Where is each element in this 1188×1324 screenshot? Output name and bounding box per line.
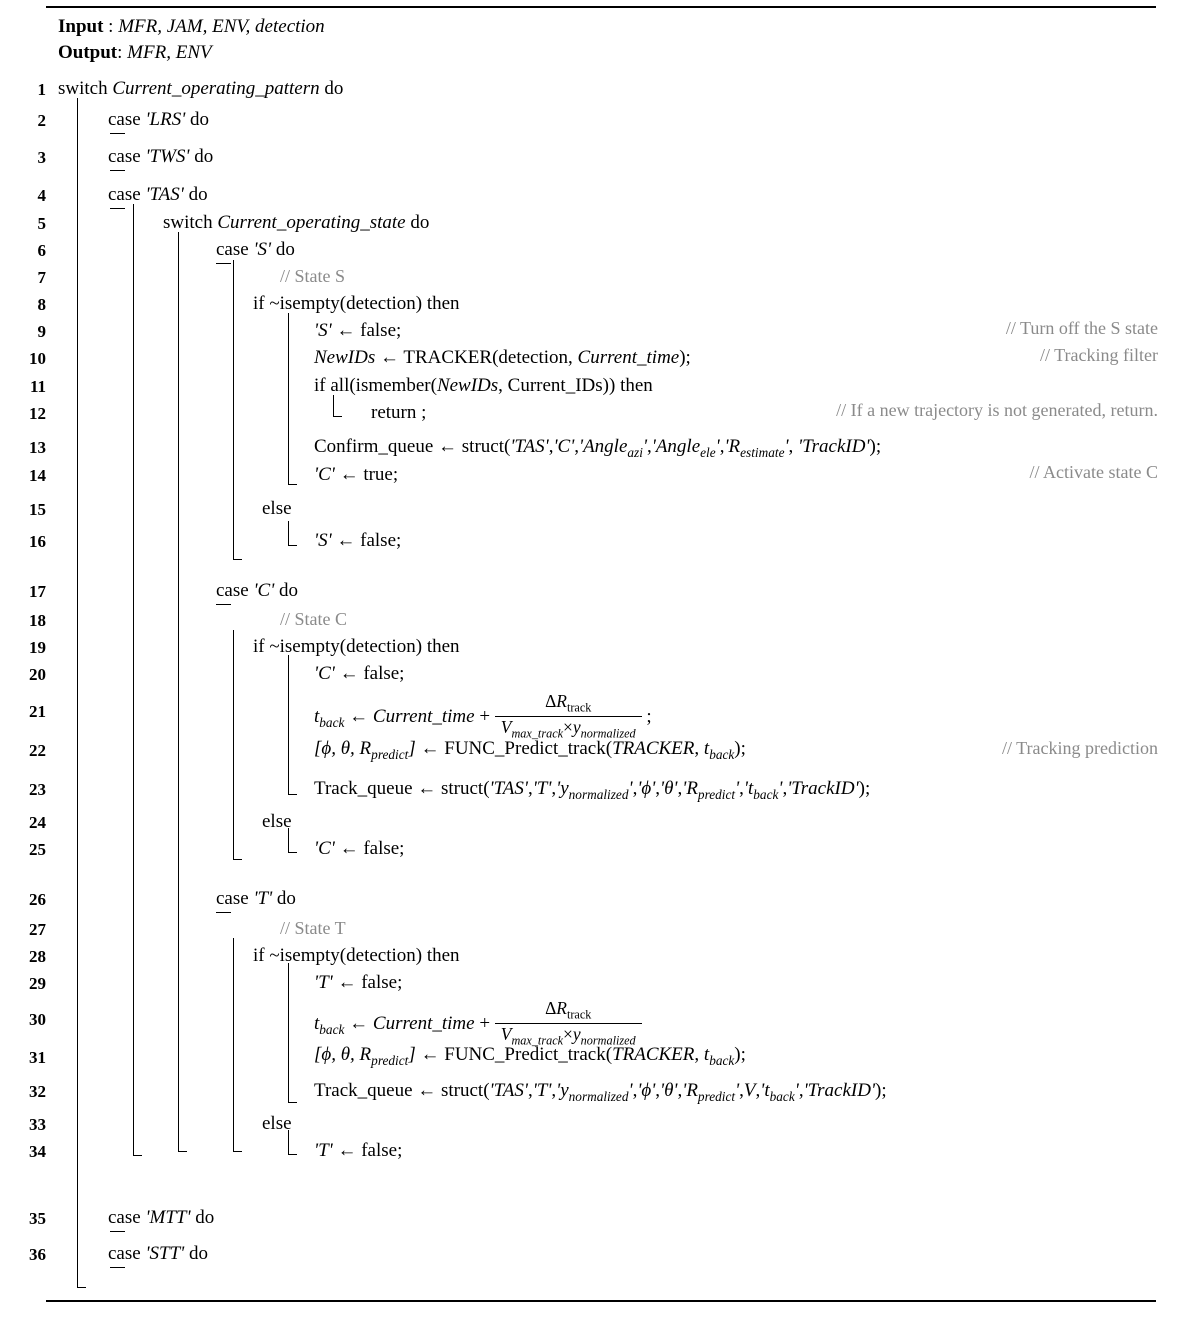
code-line-19: [253, 636, 460, 658]
call-tracker: TRACKER(detection,: [403, 347, 578, 368]
identifier: 'T': [253, 888, 273, 909]
keyword-do: do: [195, 1207, 215, 1228]
assign-arrow: ←: [339, 838, 359, 859]
case-underline: [216, 912, 231, 913]
line-number: 32: [29, 1082, 46, 1101]
literal-false: false;: [363, 663, 405, 684]
line-number: 1: [37, 80, 46, 99]
keyword-then: then: [426, 636, 460, 657]
call-struct: struct(: [441, 1080, 490, 1101]
code-line-13: Confirm_queue ← $struct('TAS','C','Angle_{azi}','Angle_{ele}','R_{estimate}'$, 'TrackID');: [314, 436, 882, 460]
case-underline: [216, 604, 231, 605]
identifier: 'LRS': [145, 109, 186, 130]
assign-arrow: ←: [420, 738, 440, 759]
line-number: 26: [29, 890, 46, 909]
line-number: 14: [29, 466, 46, 485]
literal-false: false;: [360, 320, 402, 341]
identifier: Current_operating_state: [217, 212, 406, 233]
call-predict: FUNC_Predict_track(: [444, 1044, 613, 1065]
indent-bar-if-ismember: [333, 395, 334, 417]
case-underline: [110, 208, 125, 209]
case-underline: [110, 1267, 125, 1268]
call-ismember: all(ismember(: [330, 375, 437, 396]
line-number: 29: [29, 974, 46, 993]
code-line-22: [ϕ, θ, $R_{predict}$] ← FUNC_Predict_track(TRACKER, $t_{back}$);: [314, 738, 746, 762]
identifier: Current_IDs: [507, 375, 603, 396]
keyword-case: case: [108, 1243, 141, 1264]
line-number: 28: [29, 947, 46, 966]
line-number: 35: [29, 1209, 46, 1228]
indent-bar-case-s: [233, 260, 234, 560]
assign-arrow: ←: [337, 972, 357, 993]
identifier: 'STT': [145, 1243, 185, 1264]
literal-false: false;: [361, 972, 403, 993]
line-number: 10: [29, 349, 46, 368]
line-number: 20: [29, 665, 46, 684]
case-underline: [110, 133, 125, 134]
keyword-case: case: [108, 184, 141, 205]
keyword-case: case: [216, 888, 249, 909]
identifier: Current_time: [577, 347, 680, 368]
call-struct: struct(: [461, 436, 511, 457]
line-number: 16: [29, 532, 46, 551]
comment-tracking-filter: // Tracking filter: [1040, 345, 1158, 365]
keyword-if: if: [253, 636, 265, 657]
indent-bar-else-s: [288, 521, 289, 546]
case-underline: [110, 1231, 125, 1232]
indent-bar-if-t: [288, 963, 289, 1103]
code-line-34: 'T' ← false;: [314, 1140, 403, 1161]
code-line-9: [314, 320, 401, 342]
code-line-11: if all(ismember(NewIDs, Current_IDs)) then: [314, 375, 653, 396]
identifier: 'S': [314, 320, 332, 341]
keyword-then: then: [620, 375, 653, 396]
line-number: 3: [37, 148, 46, 167]
line-number: 4: [37, 186, 46, 205]
identifier: 'S': [253, 239, 272, 260]
comment-state-s: // State S: [280, 266, 346, 286]
identifier: NewIDs: [436, 375, 499, 396]
line-number: 22: [29, 741, 46, 760]
identifier: 'S': [314, 530, 332, 551]
call-predict: FUNC_Predict_track(: [444, 738, 613, 759]
code-line-4: [108, 184, 208, 206]
output-sep: :: [117, 42, 123, 63]
line-number: 2: [37, 111, 46, 130]
identifier: 'T': [314, 972, 333, 993]
assign-arrow: ←: [336, 530, 356, 551]
line-number: 11: [29, 377, 46, 396]
keyword-do: do: [188, 1243, 208, 1264]
keyword-do: do: [279, 580, 299, 601]
assign-arrow: ←: [420, 1044, 440, 1065]
line-number: 21: [29, 702, 46, 721]
code-line-20: [314, 663, 404, 685]
assign-arrow: ←: [349, 706, 369, 728]
keyword-if: if: [253, 293, 265, 314]
code-line-1: [58, 78, 343, 100]
input-label: Input: [58, 16, 104, 37]
input-sep: :: [108, 16, 114, 37]
keyword-do: do: [194, 146, 214, 167]
code-line-25: [314, 838, 404, 860]
identifier: NewIDs: [314, 347, 376, 368]
line-number: 27: [29, 920, 46, 939]
case-underline: [110, 170, 125, 171]
output-value: MFR, ENV: [127, 42, 212, 63]
call-isempty: ~isempty(detection): [269, 945, 423, 966]
keyword-do: do: [188, 184, 208, 205]
keyword-case: case: [216, 580, 249, 601]
code-line-26: [216, 888, 296, 910]
line-number: 7: [37, 268, 46, 287]
call-struct: struct(: [441, 778, 490, 799]
identifier: TRACKER: [612, 738, 695, 759]
keyword-case: case: [108, 1207, 141, 1228]
assign-arrow: ←: [349, 1013, 369, 1035]
code-line-17: [216, 580, 298, 602]
code-line-24: else: [262, 811, 292, 832]
keyword-do: do: [190, 109, 210, 130]
code-line-31: [ϕ, θ, $R_{predict}$] ← FUNC_Predict_track(TRACKER, $t_{back}$);: [314, 1044, 746, 1068]
comment-tracking-prediction: // Tracking prediction: [1002, 738, 1158, 758]
indent-bar-if-c: [288, 655, 289, 795]
identifier: Track_queue: [314, 1080, 413, 1101]
keyword-case: case: [108, 109, 141, 130]
identifier: 'TAS': [145, 184, 184, 205]
line-number: 17: [29, 582, 46, 601]
code-line-21: $t_{back}$ ← Current_time + $\frac{\Delta R_{track}}{V_{max\_track}\times y_{normalized}}$ ;: [314, 691, 652, 741]
code-line-36: [108, 1243, 208, 1265]
literal-false: false;: [363, 838, 405, 859]
indent-bar-case-tas: [133, 204, 134, 1156]
code-line-16: [314, 530, 401, 552]
identifier: t: [314, 706, 320, 728]
identifier: TRACKER: [612, 1044, 695, 1065]
code-line-33: else: [262, 1113, 292, 1134]
assign-arrow: ←: [417, 778, 437, 799]
identifier: 'MTT': [145, 1207, 191, 1228]
indent-bar-switch-pattern: [77, 98, 78, 1288]
line-number: 31: [29, 1048, 46, 1067]
assign-arrow: ←: [336, 320, 356, 341]
assign-arrow: ←: [417, 1080, 437, 1101]
code-line-12: return ;: [371, 402, 427, 423]
line-number: 6: [37, 241, 46, 260]
keyword-if: if: [314, 375, 326, 396]
line-number: 33: [29, 1115, 46, 1134]
code-line-3: [108, 146, 213, 168]
line-number: 36: [29, 1245, 46, 1264]
code-line-8: [253, 293, 460, 315]
code-line-6: [216, 239, 295, 261]
call-isempty: ~isempty(detection): [269, 293, 423, 314]
keyword-do: do: [324, 78, 344, 99]
identifier: 'C': [253, 580, 275, 601]
line-number: 23: [29, 780, 46, 799]
code-line-5: [163, 212, 429, 234]
literal-true: true;: [363, 464, 399, 485]
indent-bar-case-c: [233, 630, 234, 860]
code-line-28: [253, 945, 460, 967]
identifier: Current_operating_pattern: [112, 78, 320, 99]
identifier: 'C': [314, 464, 335, 485]
code-line-30: $t_{back}$ ← Current_time + $\frac{\Delta R_{track}}{V_{max\_track}\times y_{normalized}}$: [314, 1000, 642, 1049]
line-number: 8: [37, 295, 46, 314]
code-line-14: [314, 464, 398, 486]
case-underline: [216, 263, 231, 264]
comment-no-new-trajectory: // If a new trajectory is not generated, return.: [836, 400, 1158, 420]
code-line-23: Track_queue ← $struct('TAS','T','y_{normalized}','\phi','\theta','R_{predict}','t_{back}','TrackID')$;: [314, 778, 871, 802]
code-line-10: NewIDs ← TRACKER(detection, Current_time);: [314, 347, 691, 368]
identifier: Current_time: [372, 1013, 475, 1035]
identifier: 'C': [314, 838, 335, 859]
line-number: 25: [29, 840, 46, 859]
code-line-15: else: [262, 498, 292, 519]
comment-state-c: // State C: [280, 609, 347, 629]
line-number: 12: [29, 404, 46, 423]
fraction: $\frac{\Delta R_{track}}{V_{max\_track}\times y_{normalized}}$: [495, 999, 642, 1048]
assign-arrow: ←: [339, 663, 359, 684]
keyword-then: then: [426, 945, 460, 966]
identifier: 'TWS': [145, 146, 190, 167]
literal-false: false;: [360, 530, 402, 551]
line-number: 24: [29, 813, 46, 832]
keyword-do: do: [276, 888, 296, 909]
comment-activate-c: // Activate state C: [1029, 462, 1158, 482]
code-line-32: Track_queue ← $struct('TAS','T','y_{normalized}','\phi','\theta','R_{predict}',V,'t_{back}','TrackID')$;: [314, 1080, 887, 1104]
line-number: 19: [29, 638, 46, 657]
line-number: 30: [29, 1010, 46, 1029]
indent-bar-switch-state: [178, 232, 179, 1152]
comment-turn-off-s: // Turn off the S state: [1005, 318, 1158, 338]
fraction: $\frac{\Delta R_{track}}{V_{max\_track}\times y_{normalized}}$: [495, 692, 642, 741]
identifier: Current_time: [372, 706, 475, 728]
call-isempty: ~isempty(detection): [269, 636, 423, 657]
line-number: 34: [29, 1142, 46, 1161]
keyword-do: do: [410, 212, 430, 233]
assign-arrow: ←: [337, 1140, 357, 1161]
line-number: 15: [29, 500, 46, 519]
keyword-case: case: [216, 239, 249, 260]
input-value: MFR, JAM, ENV, detection: [118, 16, 325, 37]
keyword-do: do: [275, 239, 295, 260]
assign-arrow: ←: [339, 464, 359, 485]
identifier: Confirm_queue: [314, 436, 434, 457]
indent-bar-if-s: [288, 313, 289, 485]
comment-state-t: // State T: [280, 918, 346, 938]
line-number: 9: [37, 322, 46, 341]
identifier: Track_queue: [314, 778, 413, 799]
line-number: 5: [37, 214, 46, 233]
indent-bar-case-t: [233, 938, 234, 1152]
line-number: 18: [29, 611, 46, 630]
keyword-then: then: [426, 293, 460, 314]
code-line-29: [314, 972, 402, 994]
output-label: Output: [58, 42, 118, 63]
line-number: 13: [29, 438, 46, 457]
code-line-35: [108, 1207, 214, 1229]
identifier: 'C': [314, 663, 335, 684]
keyword-if: if: [253, 945, 265, 966]
assign-arrow: ←: [438, 436, 458, 457]
keyword-switch: switch: [58, 78, 108, 99]
literal-false: false;: [361, 1140, 403, 1161]
keyword-switch: switch: [163, 212, 213, 233]
assign-arrow: ←: [379, 347, 399, 368]
keyword-case: case: [108, 146, 141, 167]
code-line-2: [108, 109, 209, 131]
